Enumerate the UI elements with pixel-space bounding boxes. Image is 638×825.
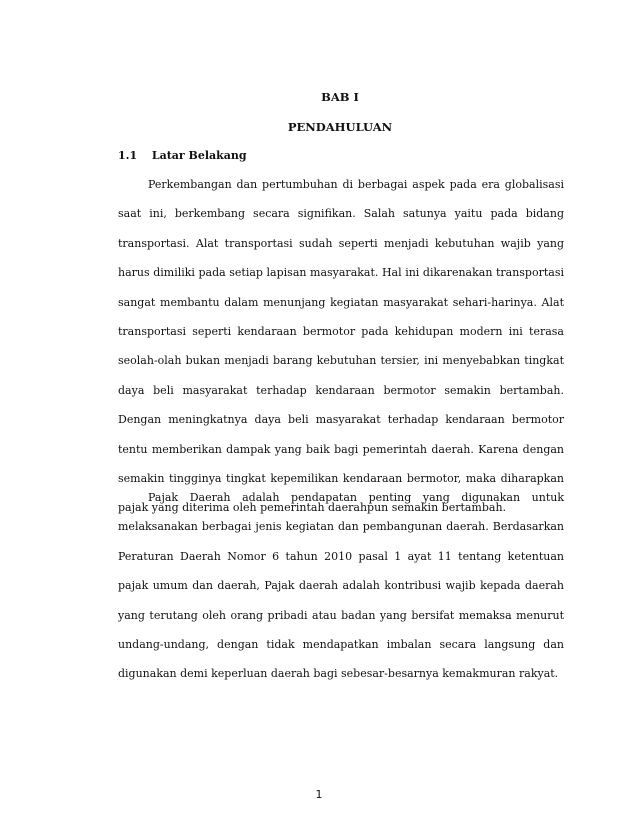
paragraph-2: Pajak Daerah adalah pendapatan penting yang digunakan untuk melaksanakan berbagai jenis kegiatan dan pembangunan daerah. Berdasarkan Peraturan Daerah Nomor 6 tahun 2010 pasal 1 ayat 11 tentang ketentuan pajak umum dan daerah, Pajak daerah adalah kontribusi wajib kepada daerah yang terutang oleh orang pribadi atau badan yang bersifat memaksa menurut undang-undang, dengan tidak mendapatkan imbalan secara langsung dan digunakan demi keperluan daerah bagi sebesar-besarnya kemakmuran rakyat.: [118, 491, 564, 681]
page-number: 1: [315, 788, 323, 801]
section-heading: [118, 149, 247, 163]
paragraph-1: Perkembangan dan pertumbuhan di berbagai aspek pada era globalisasi saat ini, berkembang secara signifikan. Salah satunya yaitu pada bidang transportasi. Alat transportasi sudah seperti menjadi kebutuhan wajib yang harus dimiliki pada setiap lapisan masyarakat. Hal ini dikarenakan transportasi sangat membantu dalam menunjang kegiatan masyarakat sehari-harinya. Alat transportasi seperti kendaraan bermotor pada kehidupan modern ini terasa seolah-olah bukan menjadi barang kebutuhan tersier, ini menyebabkan tingkat daya beli masyarakat terhadap kendaraan bermotor semakin bertambah. Dengan meningkatnya daya beli masyarakat terhadap kendaraan bermotor tentu memberikan dampak yang baik bagi pemerintah daerah. Karena dengan semakin tingginya tingkat kepemilikan kendaraan bermotor, maka diharapkan pajak yang diterima oleh pemerintah daerahpun semakin bertambah.: [118, 178, 564, 515]
section-number: 1.1: [118, 149, 138, 162]
chapter-title: BAB I: [321, 90, 359, 104]
section-title: Latar Belakang: [151, 149, 247, 162]
chapter-heading: PENDAHULUAN: [287, 120, 393, 134]
